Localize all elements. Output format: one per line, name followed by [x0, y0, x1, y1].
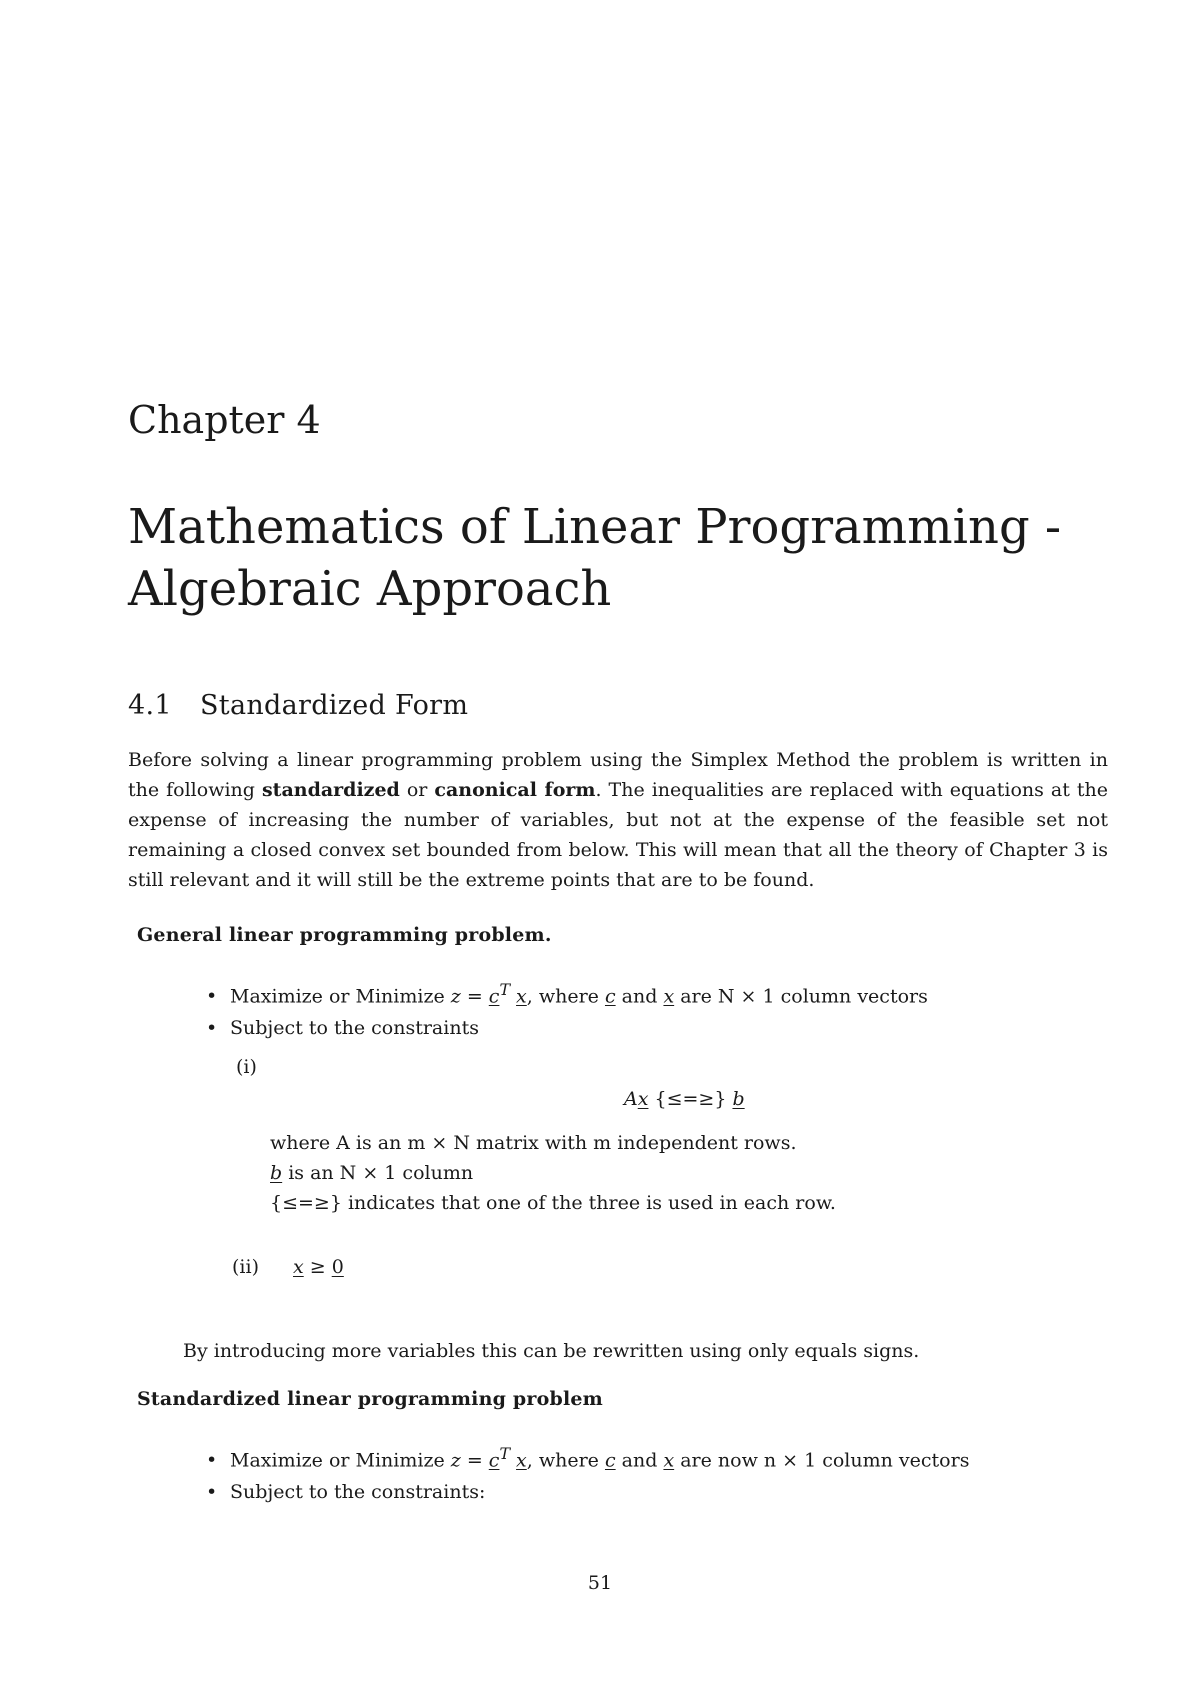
- general-problem-heading: General linear programming problem.: [137, 924, 552, 946]
- intro-text-2: or: [399, 779, 435, 801]
- vector-c-ref: c: [604, 1449, 616, 1472]
- section-heading: [128, 690, 468, 721]
- objective-prefix: Maximize or Minimize: [230, 985, 451, 1008]
- var-z: z: [450, 1449, 461, 1472]
- vector-c: c: [488, 985, 500, 1008]
- objective-suffix: are now n × 1 column vectors: [674, 1449, 970, 1472]
- vector-x: x: [516, 985, 527, 1008]
- section-number: 4.1: [128, 690, 172, 721]
- intro-text-3: . The inequalities are replaced with equations at the expense of increasing the number of variables, but not at the expense of the feasible set not remaining a closed convex set bounded from below. This will mean that all the theory of Chapter 3 is still relevant and it will still be the extreme points that are to be found.: [128, 779, 1109, 891]
- objective-and: and: [615, 1449, 664, 1472]
- section-title: Standardized Form: [200, 690, 469, 721]
- standardized-bullet-constraints: [206, 1481, 485, 1503]
- objective-mid: , where: [526, 1449, 605, 1472]
- standardized-problem-heading: Standardized linear programming problem: [137, 1388, 603, 1410]
- vector-x-ref: x: [663, 1449, 675, 1472]
- intro-paragraph: [128, 745, 1108, 895]
- page-number: 51: [587, 1572, 613, 1594]
- matrix-A: A: [624, 1088, 638, 1110]
- constraints-intro: Subject to the constraints: [230, 1017, 479, 1039]
- vector-c-ref: c: [604, 985, 616, 1008]
- constraints-intro: Subject to the constraints:: [230, 1481, 486, 1503]
- constraint-equation: [624, 1088, 745, 1110]
- vector-b: b: [732, 1088, 745, 1110]
- vector-c: c: [488, 1449, 500, 1472]
- where-line-1: where A is an m × N matrix with m independent rows.: [270, 1132, 797, 1154]
- transpose-superscript: T: [499, 1444, 510, 1463]
- relation-set: {≤=≥}: [648, 1088, 733, 1110]
- equals-sign: =: [460, 985, 489, 1008]
- bullet-dot: •: [206, 1481, 218, 1503]
- general-bullet-objective: [206, 980, 928, 1007]
- vector-x: x: [293, 1256, 304, 1278]
- chapter-label: Chapter 4: [128, 398, 321, 442]
- chapter-title-line-1: Mathematics of Linear Programming -: [128, 499, 1062, 555]
- objective-suffix: are N × 1 column vectors: [674, 985, 928, 1008]
- bullet-dot: •: [206, 1449, 218, 1472]
- rewrite-note: By introducing more variables this can be rewritten using only equals signs.: [183, 1340, 920, 1362]
- nonnegativity-constraint: [293, 1256, 344, 1278]
- item-i-label: (i): [236, 1056, 257, 1078]
- term-standardized: standardized: [261, 779, 400, 801]
- where-line-2-text: is an N × 1 column: [282, 1162, 474, 1184]
- general-bullet-constraints: [206, 1017, 479, 1039]
- bullet-dot: •: [206, 985, 218, 1008]
- where-line-2: [270, 1162, 473, 1184]
- vector-x: x: [637, 1088, 649, 1110]
- zero-vector: 0: [331, 1256, 344, 1278]
- geq-sign: ≥: [303, 1256, 332, 1278]
- intro-text-1: Before solving a linear programming problem using the Simplex Method the problem is written in the following: [128, 749, 1108, 801]
- objective-mid: , where: [526, 985, 605, 1008]
- var-z: z: [450, 985, 461, 1008]
- vector-x: x: [516, 1449, 527, 1472]
- term-canonical-form: canonical form: [434, 779, 596, 801]
- vector-x-ref: x: [663, 985, 675, 1008]
- vector-b: b: [270, 1162, 283, 1184]
- standardized-bullet-objective: [206, 1444, 969, 1471]
- bullet-dot: •: [206, 1017, 218, 1039]
- where-line-3: {≤=≥} indicates that one of the three is used in each row.: [270, 1192, 836, 1214]
- transpose-superscript: T: [499, 980, 510, 999]
- item-ii-label: (ii): [232, 1256, 259, 1278]
- equals-sign: =: [460, 1449, 489, 1472]
- objective-prefix: Maximize or Minimize: [230, 1449, 451, 1472]
- chapter-title: [128, 496, 1118, 620]
- objective-and: and: [615, 985, 664, 1008]
- chapter-title-line-2: Algebraic Approach: [128, 561, 612, 617]
